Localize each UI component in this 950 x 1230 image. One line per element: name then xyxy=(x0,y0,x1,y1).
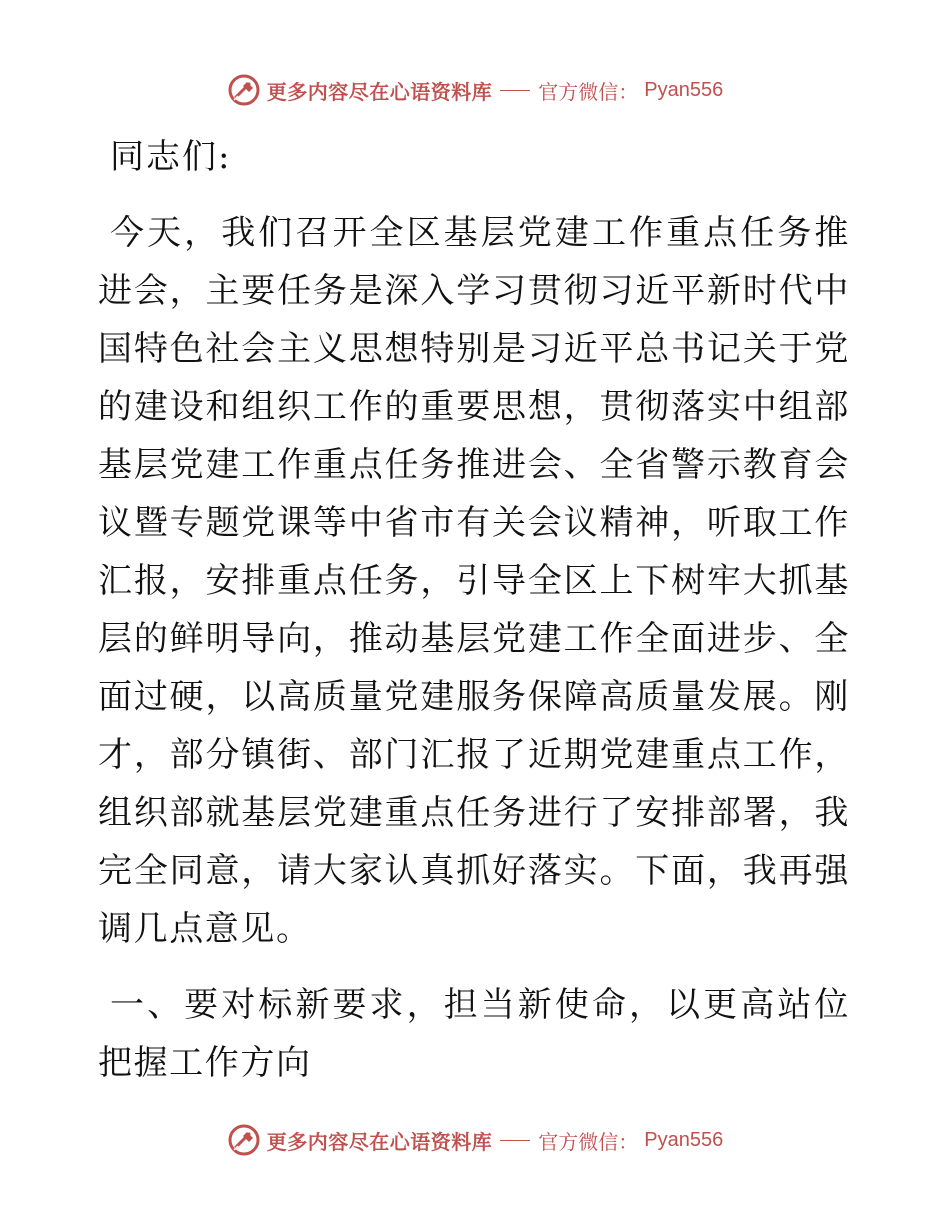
header-contact-id: Pyan556 xyxy=(644,78,724,101)
footer-brand-text: 更多内容尽在心语资料库 xyxy=(266,1129,493,1154)
logo-seal-icon xyxy=(227,1123,261,1157)
footer-banner xyxy=(0,1120,950,1160)
document-body xyxy=(98,120,850,1092)
header-brand-text: 更多内容尽在心语资料库 xyxy=(266,79,493,104)
header-banner xyxy=(0,70,950,110)
footer-dash xyxy=(500,1140,530,1141)
footer-contact-id: Pyan556 xyxy=(644,1128,724,1151)
footer-contact-label: 官方微信： xyxy=(538,1129,639,1154)
salutation: 同志们: xyxy=(110,137,232,177)
section-heading-1: 一、要对标新要求，担当新使命，以更高站位把握工作方向 xyxy=(98,985,850,1083)
logo-seal-icon xyxy=(227,73,261,107)
header-contact-label: 官方微信： xyxy=(538,79,639,104)
paragraph-1: 今天，我们召开全区基层党建工作重点任务推进会，主要任务是深入学习贯彻习近平新时代中国特色社会主义思想特别是习近平总书记关于党的建设和组织工作的重要思想，贯彻落实中组部基层党建工作重点任务推进会、全省警示教育会议暨专题党课等中省市有关会议精神，听取工作汇报，安排重点任务，引导全区上下树牢大抓基层的鲜明导向，推动基层党建工作全面进步、全面过硬，以高质量党建服务保障高质量发展。刚才，部分镇街、部门汇报了近期党建重点工作，组织部就基层党建重点任务进行了安排部署，我完全同意，请大家认真抓好落实。下面，我再强调几点意见。 xyxy=(98,213,850,949)
header-dash xyxy=(500,90,530,91)
